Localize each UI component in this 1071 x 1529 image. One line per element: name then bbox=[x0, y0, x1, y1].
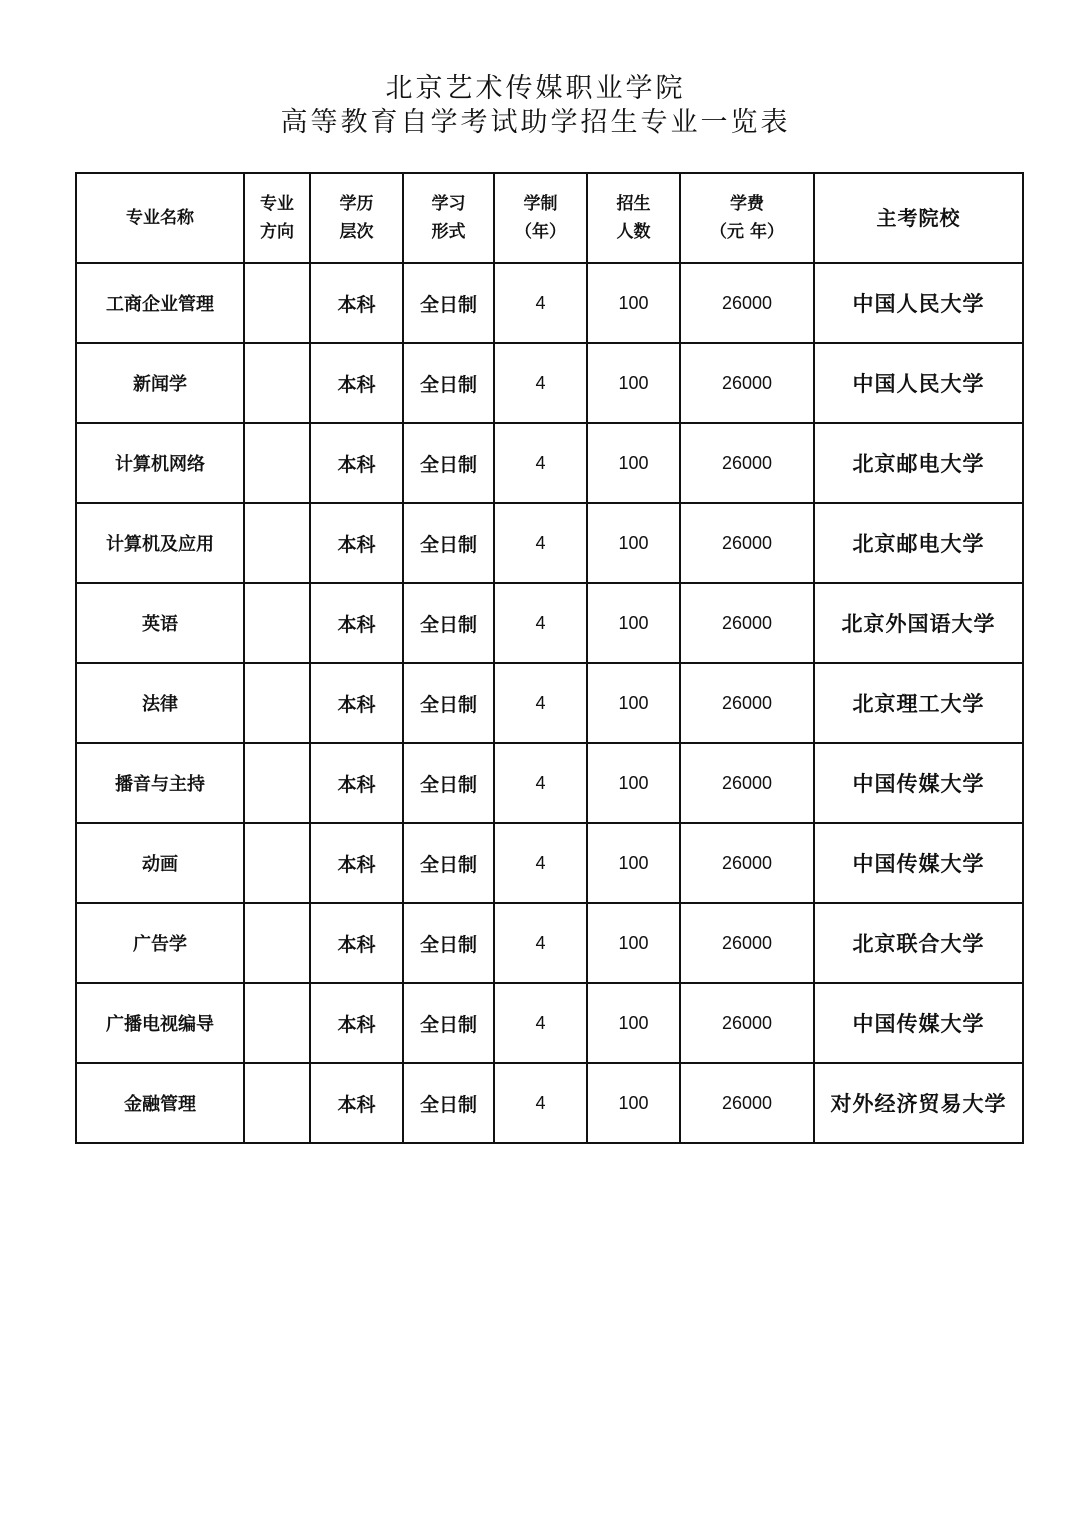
direction-cell bbox=[244, 1063, 310, 1143]
major-name-cell: 广播电视编导 bbox=[76, 983, 244, 1063]
study-form-cell: 全日制 bbox=[403, 263, 494, 343]
fee-cell: 26000 bbox=[680, 983, 814, 1063]
table-row bbox=[76, 343, 1023, 423]
direction-cell bbox=[244, 263, 310, 343]
study-form-cell: 全日制 bbox=[403, 823, 494, 903]
level-cell: 本科 bbox=[310, 823, 403, 903]
header-major-name: 专业名称 bbox=[76, 173, 244, 263]
exam-school-cell: 中国传媒大学 bbox=[814, 823, 1023, 903]
table-row bbox=[76, 503, 1023, 583]
fee-cell: 26000 bbox=[680, 823, 814, 903]
years-cell: 4 bbox=[494, 983, 587, 1063]
fee-cell: 26000 bbox=[680, 1063, 814, 1143]
study-form-cell: 全日制 bbox=[403, 503, 494, 583]
years-cell: 4 bbox=[494, 503, 587, 583]
level-cell: 本科 bbox=[310, 503, 403, 583]
level-cell: 本科 bbox=[310, 663, 403, 743]
table-row bbox=[76, 663, 1023, 743]
fee-cell: 26000 bbox=[680, 263, 814, 343]
exam-school-cell: 中国人民大学 bbox=[814, 343, 1023, 423]
header-years: 学制 （年） bbox=[494, 173, 587, 263]
years-cell: 4 bbox=[494, 423, 587, 503]
header-form: 学习 形式 bbox=[403, 173, 494, 263]
years-cell: 4 bbox=[494, 263, 587, 343]
level-cell: 本科 bbox=[310, 343, 403, 423]
table-header-row bbox=[76, 173, 1023, 263]
exam-school-cell: 中国传媒大学 bbox=[814, 743, 1023, 823]
quota-cell: 100 bbox=[587, 983, 680, 1063]
exam-school-cell: 北京邮电大学 bbox=[814, 423, 1023, 503]
years-cell: 4 bbox=[494, 343, 587, 423]
fee-cell: 26000 bbox=[680, 503, 814, 583]
study-form-cell: 全日制 bbox=[403, 983, 494, 1063]
table-row bbox=[76, 1063, 1023, 1143]
study-form-cell: 全日制 bbox=[403, 423, 494, 503]
study-form-cell: 全日制 bbox=[403, 583, 494, 663]
years-cell: 4 bbox=[494, 823, 587, 903]
level-cell: 本科 bbox=[310, 423, 403, 503]
level-cell: 本科 bbox=[310, 903, 403, 983]
quota-cell: 100 bbox=[587, 823, 680, 903]
exam-school-cell: 北京邮电大学 bbox=[814, 503, 1023, 583]
title-line-1: 北京艺术传媒职业学院 bbox=[385, 73, 686, 104]
direction-cell bbox=[244, 343, 310, 423]
fee-cell: 26000 bbox=[680, 343, 814, 423]
header-quota: 招生 人数 bbox=[587, 173, 680, 263]
level-cell: 本科 bbox=[310, 583, 403, 663]
level-cell: 本科 bbox=[310, 263, 403, 343]
level-cell: 本科 bbox=[310, 983, 403, 1063]
quota-cell: 100 bbox=[587, 743, 680, 823]
quota-cell: 100 bbox=[587, 263, 680, 343]
quota-cell: 100 bbox=[587, 583, 680, 663]
major-name-cell: 播音与主持 bbox=[76, 743, 244, 823]
years-cell: 4 bbox=[494, 743, 587, 823]
major-name-cell: 金融管理 bbox=[76, 1063, 244, 1143]
majors-table bbox=[75, 172, 1024, 1144]
header-direction: 专业 方向 bbox=[244, 173, 310, 263]
major-name-cell: 英语 bbox=[76, 583, 244, 663]
quota-cell: 100 bbox=[587, 903, 680, 983]
quota-cell: 100 bbox=[587, 663, 680, 743]
years-cell: 4 bbox=[494, 1063, 587, 1143]
study-form-cell: 全日制 bbox=[403, 743, 494, 823]
table-row bbox=[76, 423, 1023, 503]
major-name-cell: 法律 bbox=[76, 663, 244, 743]
years-cell: 4 bbox=[494, 663, 587, 743]
direction-cell bbox=[244, 743, 310, 823]
table-row bbox=[76, 583, 1023, 663]
direction-cell bbox=[244, 903, 310, 983]
years-cell: 4 bbox=[494, 903, 587, 983]
direction-cell bbox=[244, 583, 310, 663]
table-body bbox=[76, 263, 1023, 1143]
level-cell: 本科 bbox=[310, 743, 403, 823]
exam-school-cell: 北京外国语大学 bbox=[814, 583, 1023, 663]
header-level: 学历 层次 bbox=[310, 173, 403, 263]
table-row bbox=[76, 983, 1023, 1063]
study-form-cell: 全日制 bbox=[403, 343, 494, 423]
exam-school-cell: 中国人民大学 bbox=[814, 263, 1023, 343]
table-row bbox=[76, 823, 1023, 903]
exam-school-cell: 中国传媒大学 bbox=[814, 983, 1023, 1063]
fee-cell: 26000 bbox=[680, 583, 814, 663]
exam-school-cell: 对外经济贸易大学 bbox=[814, 1063, 1023, 1143]
direction-cell bbox=[244, 663, 310, 743]
quota-cell: 100 bbox=[587, 423, 680, 503]
years-cell: 4 bbox=[494, 583, 587, 663]
fee-cell: 26000 bbox=[680, 743, 814, 823]
quota-cell: 100 bbox=[587, 1063, 680, 1143]
major-name-cell: 计算机网络 bbox=[76, 423, 244, 503]
direction-cell bbox=[244, 983, 310, 1063]
fee-cell: 26000 bbox=[680, 423, 814, 503]
major-name-cell: 新闻学 bbox=[76, 343, 244, 423]
study-form-cell: 全日制 bbox=[403, 1063, 494, 1143]
fee-cell: 26000 bbox=[680, 903, 814, 983]
direction-cell bbox=[244, 823, 310, 903]
direction-cell bbox=[244, 423, 310, 503]
major-name-cell: 动画 bbox=[76, 823, 244, 903]
exam-school-cell: 北京理工大学 bbox=[814, 663, 1023, 743]
major-name-cell: 计算机及应用 bbox=[76, 503, 244, 583]
quota-cell: 100 bbox=[587, 503, 680, 583]
fee-cell: 26000 bbox=[680, 663, 814, 743]
study-form-cell: 全日制 bbox=[403, 663, 494, 743]
majors-table-container bbox=[75, 172, 1022, 1144]
header-fee: 学费 （元 年） bbox=[680, 173, 814, 263]
level-cell: 本科 bbox=[310, 1063, 403, 1143]
exam-school-cell: 北京联合大学 bbox=[814, 903, 1023, 983]
direction-cell bbox=[244, 503, 310, 583]
title-line-2: 高等教育自学考试助学招生专业一览表 bbox=[280, 107, 791, 138]
table-row bbox=[76, 903, 1023, 983]
header-exam-school: 主考院校 bbox=[814, 173, 1023, 263]
document-title bbox=[0, 72, 1071, 140]
major-name-cell: 工商企业管理 bbox=[76, 263, 244, 343]
study-form-cell: 全日制 bbox=[403, 903, 494, 983]
major-name-cell: 广告学 bbox=[76, 903, 244, 983]
table-row bbox=[76, 263, 1023, 343]
table-row bbox=[76, 743, 1023, 823]
quota-cell: 100 bbox=[587, 343, 680, 423]
